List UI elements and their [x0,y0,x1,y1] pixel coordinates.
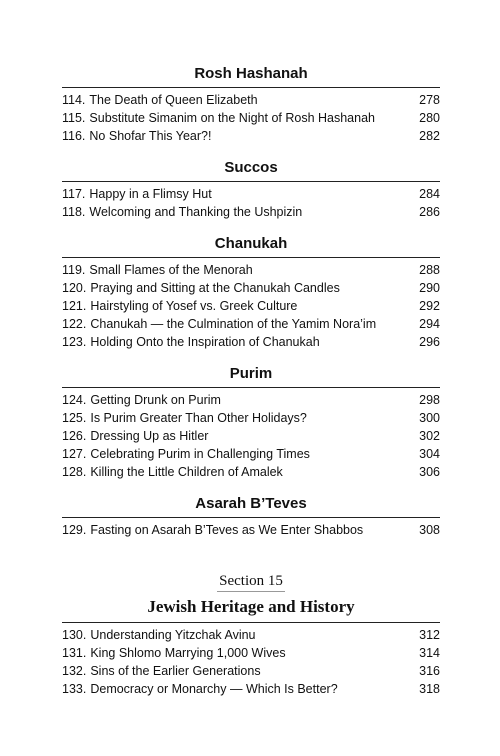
group-title: Purim [229,365,273,382]
entry-number: 126. [62,429,87,443]
entry-title: No Shofar This Year?! [89,129,212,143]
entry-number: 124. [62,393,87,407]
entry-page: 290 [419,281,440,295]
toc-entry[interactable] [62,297,440,315]
entry-title: Democracy or Monarchy — Which Is Better? [90,682,338,696]
entry-number: 129. [62,523,87,537]
entry-number: 122. [62,317,87,331]
entry-page: 316 [419,664,440,678]
entry-page: 314 [419,646,440,660]
entry-title: King Shlomo Marrying 1,000 Wives [90,646,286,660]
toc-entry[interactable] [62,203,440,221]
entry-title: Hairstyling of Yosef vs. Greek Culture [90,299,298,313]
entry-page: 286 [419,205,440,219]
toc-entry[interactable] [62,127,440,145]
toc-entry[interactable] [62,315,440,333]
entry-number: 128. [62,465,87,479]
entry-number: 125. [62,411,87,425]
entry-title: Celebrating Purim in Challenging Times [90,447,310,461]
entry-page: 284 [419,187,440,201]
entry-number: 131. [62,646,87,660]
entry-page: 306 [419,465,440,479]
group-title: Rosh Hashanah [194,65,308,82]
divider [62,257,440,258]
toc-entry[interactable] [62,662,440,680]
entry-page: 308 [419,523,440,537]
entry-page: 288 [419,263,440,277]
entry-page: 296 [419,335,440,349]
entry-title: Substitute Simanim on the Night of Rosh Hashanah [89,111,375,125]
entry-number: 123. [62,335,87,349]
divider [62,87,440,88]
divider [62,517,440,518]
entry-title: Sins of the Earlier Generations [90,664,261,678]
entry-page: 302 [419,429,440,443]
entry-title: Is Purim Greater Than Other Holidays? [90,411,307,425]
toc-entry[interactable] [62,391,440,409]
toc-entry[interactable] [62,109,440,127]
entry-number: 115. [62,111,86,125]
entry-number: 114. [62,93,86,107]
toc-entry[interactable] [62,409,440,427]
group-title: Succos [224,159,278,176]
entry-page: 294 [419,317,440,331]
entry-page: 282 [419,129,440,143]
entry-page: 292 [419,299,440,313]
toc-entry[interactable] [62,644,440,662]
toc-group-asarah-bteves [62,493,440,539]
entry-title: Killing the Little Children of Amalek [90,465,283,479]
entry-number: 130. [62,628,87,642]
toc-group-purim [62,363,440,481]
toc-entry[interactable] [62,445,440,463]
entry-title: Welcoming and Thanking the Ushpizin [89,205,303,219]
toc-entry[interactable] [62,279,440,297]
section-header [62,571,440,620]
entry-title: Getting Drunk on Purim [90,393,221,407]
section-title: Jewish Heritage and History [147,597,355,616]
entry-title: Chanukah — the Culmination of the Yamim Nora’im [90,317,377,331]
divider [62,622,440,623]
toc-group-rosh-hashanah [62,63,440,145]
entry-page: 312 [419,628,440,642]
entry-page: 280 [419,111,440,125]
entry-page: 300 [419,411,440,425]
toc-entry[interactable] [62,91,440,109]
toc-entry[interactable] [62,427,440,445]
toc-entry[interactable] [62,521,440,539]
entry-number: 127. [62,447,87,461]
entry-title: Dressing Up as Hitler [90,429,209,443]
entry-page: 304 [419,447,440,461]
entry-page: 298 [419,393,440,407]
entry-number: 119. [62,263,86,277]
toc-group-jewish-heritage [62,626,440,698]
toc-entry[interactable] [62,463,440,481]
divider [62,387,440,388]
table-of-contents [62,63,440,698]
group-title: Asarah B’Teves [195,495,307,512]
entry-title: Happy in a Flimsy Hut [89,187,212,201]
group-title: Chanukah [214,235,288,252]
toc-group-chanukah [62,233,440,351]
toc-group-succos [62,157,440,221]
toc-entry[interactable] [62,333,440,351]
section-label: Section 15 [217,571,285,592]
entry-page: 318 [419,682,440,696]
entry-number: 120. [62,281,87,295]
entry-number: 117. [62,187,86,201]
entry-number: 116. [62,129,86,143]
entry-page: 278 [419,93,440,107]
toc-entry[interactable] [62,261,440,279]
entry-number: 121. [62,299,87,313]
divider [62,181,440,182]
entry-title: Small Flames of the Menorah [89,263,253,277]
entry-title: The Death of Queen Elizabeth [89,93,258,107]
entry-number: 133. [62,682,87,696]
entry-title: Fasting on Asarah B’Teves as We Enter Shabbos [90,523,364,537]
entry-number: 132. [62,664,87,678]
entry-title: Holding Onto the Inspiration of Chanukah [90,335,320,349]
toc-entry[interactable] [62,626,440,644]
toc-entry[interactable] [62,680,440,698]
toc-entry[interactable] [62,185,440,203]
entry-title: Understanding Yitzchak Avinu [90,628,256,642]
entry-title: Praying and Sitting at the Chanukah Candles [90,281,340,295]
entry-number: 118. [62,205,86,219]
